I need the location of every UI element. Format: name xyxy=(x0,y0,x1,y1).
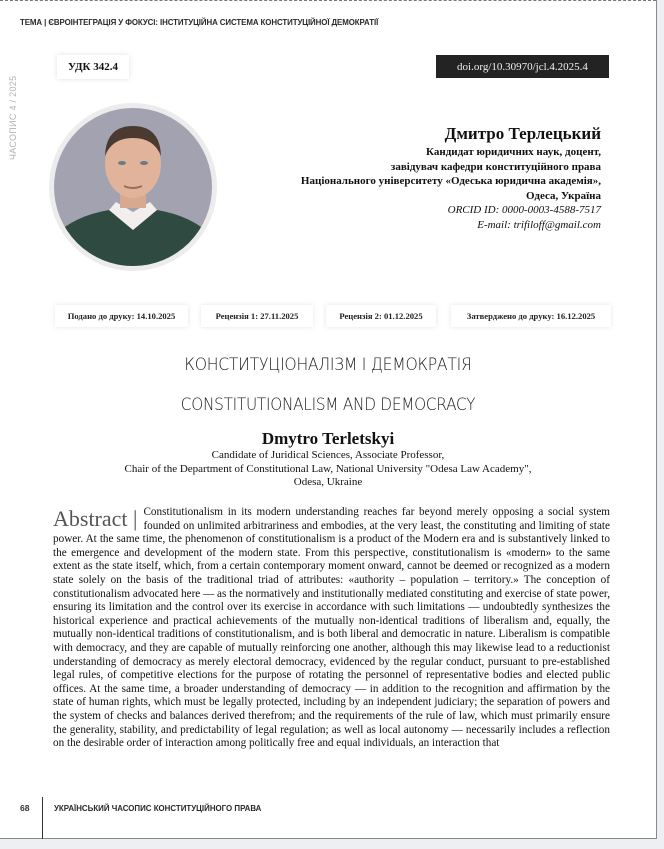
author-location-ua: Одеса, Україна xyxy=(525,189,601,202)
author-location-en: Odesa, Ukraine xyxy=(293,476,363,488)
udk-text: УДК 342.4 xyxy=(67,61,118,73)
page-number: 68 xyxy=(20,803,30,813)
abstract xyxy=(53,506,610,751)
author-degree-ua: Кандидат юридичних наук, доцент, xyxy=(426,146,601,158)
top-border xyxy=(0,0,656,1)
abstract-label: Abstract xyxy=(53,506,128,531)
author-affiliation-ua: Національного університету «Одеська юридична академія», xyxy=(300,175,601,188)
running-head: ТЕМА | ЄВРОІНТЕГРАЦІЯ У ФОКУСІ: ІНСТИТУЦІЙНА СИСТЕМА КОНСТИТУЦІЙНОЇ ДЕМОКРАТІЇ xyxy=(20,17,379,27)
author-affiliation-en: Chair of the Department of Constitutional Law, National University "Odesa Law Academy", xyxy=(124,462,532,475)
author-position-ua: завідувач кафедри конституційного права xyxy=(390,160,601,173)
author-portrait-icon xyxy=(54,108,212,266)
author-info-en xyxy=(0,429,656,490)
author-photo xyxy=(49,103,217,271)
date-review-1: Рецензія 1: 27.11.2025 xyxy=(201,305,313,327)
author-name-en: Dmytro Terletskyi xyxy=(261,429,395,448)
date-review-2: Рецензія 2: 01.12.2025 xyxy=(326,305,436,327)
footer-divider xyxy=(42,797,43,839)
abstract-heading xyxy=(53,506,137,532)
publication-dates xyxy=(55,305,615,329)
abstract-separator: | xyxy=(133,506,138,531)
article-title-en: CONSTITUTIONALISM AND DEMOCRACY xyxy=(180,395,476,415)
date-submitted: Подано до друку: 14.10.2025 xyxy=(55,305,188,327)
author-orcid[interactable]: ORCID ID: 0000-0003-4588-7517 xyxy=(447,204,601,217)
author-degree-en: Candidate of Juridical Sciences, Associate Professor, xyxy=(211,449,445,461)
author-info-ua xyxy=(301,123,601,233)
doi-text: doi.org/10.30970/jcl.4.2025.4 xyxy=(457,60,588,73)
side-journal-issue: ЧАСОПИС 4 / 2025 xyxy=(8,75,18,160)
author-email[interactable]: E-mail: trifiloff@gmail.com xyxy=(477,218,601,231)
abstract-text: Constitutionalism in its modern understanding reaches far beyond merely opposing a social system founded on unlimited arbitrariness and embodies, at the very least, the constituting and limiting of state power. At the same time, the phenomenon of constitutionalism is a product of the Modern era and is substantively linked to the emergence and development of the modern state. From this perspective, constitutionalism is «modern» to the same extent as the state itself, which, from a certain contemporary moment onward, cannot be deemed or recognized as a modern state solely on the basis of the traditional triad of attributes: «authority – population – territory.» The conception of constitutionalism advocated here — as the normatively and institutionally mediated constituting and exercise of state power, ensuring its limitation and the control over its exercise in accordance with such limitations — undoubtedly synthesizes the historical experience and practical achievements of the mutually non-identical traditions of liberalism and, equally, the mutually non-identical traditions of constitutionalism, and is both liberal and democratic in nature. Liberalism is compatible with democracy, and they are capable of mutually reinforcing one another, although this may likewise lead to a reductionist understanding of democracy as merely electoral democracy, evidenced by the regular conduct, pursuant to pre-established legal rules, of competitive elections for the purpose of rotating the personnel of representative bodies and elected public offices. At the same time, a broader understanding of democracy — in addition to the recognition and affirmation by the state of human rights, which must be legally protected, including by an independent judiciary; the separation of powers and the system of checks and balances derived therefrom; and the requirements of the rule of law, which must primarily ensure the generality, stability, and predictability of legal regulation; as well as local autonomy — necessarily includes a reflection on the desirable order of interaction among politically free and equal individuals, an interaction that xyxy=(53,506,610,750)
udk-badge xyxy=(57,55,129,79)
doi-link[interactable] xyxy=(436,55,609,78)
date-approved: Затверджено до друку: 16.12.2025 xyxy=(451,305,611,327)
article-title-ua: КОНСТИТУЦІОНАЛІЗМ І ДЕМОКРАТІЯ xyxy=(184,355,472,375)
footer-journal-title: УКРАЇНСЬКИЙ ЧАСОПИС КОНСТИТУЦІЙНОГО ПРАВА xyxy=(54,803,262,813)
author-name-ua: Дмитро Терлецький xyxy=(444,124,601,143)
